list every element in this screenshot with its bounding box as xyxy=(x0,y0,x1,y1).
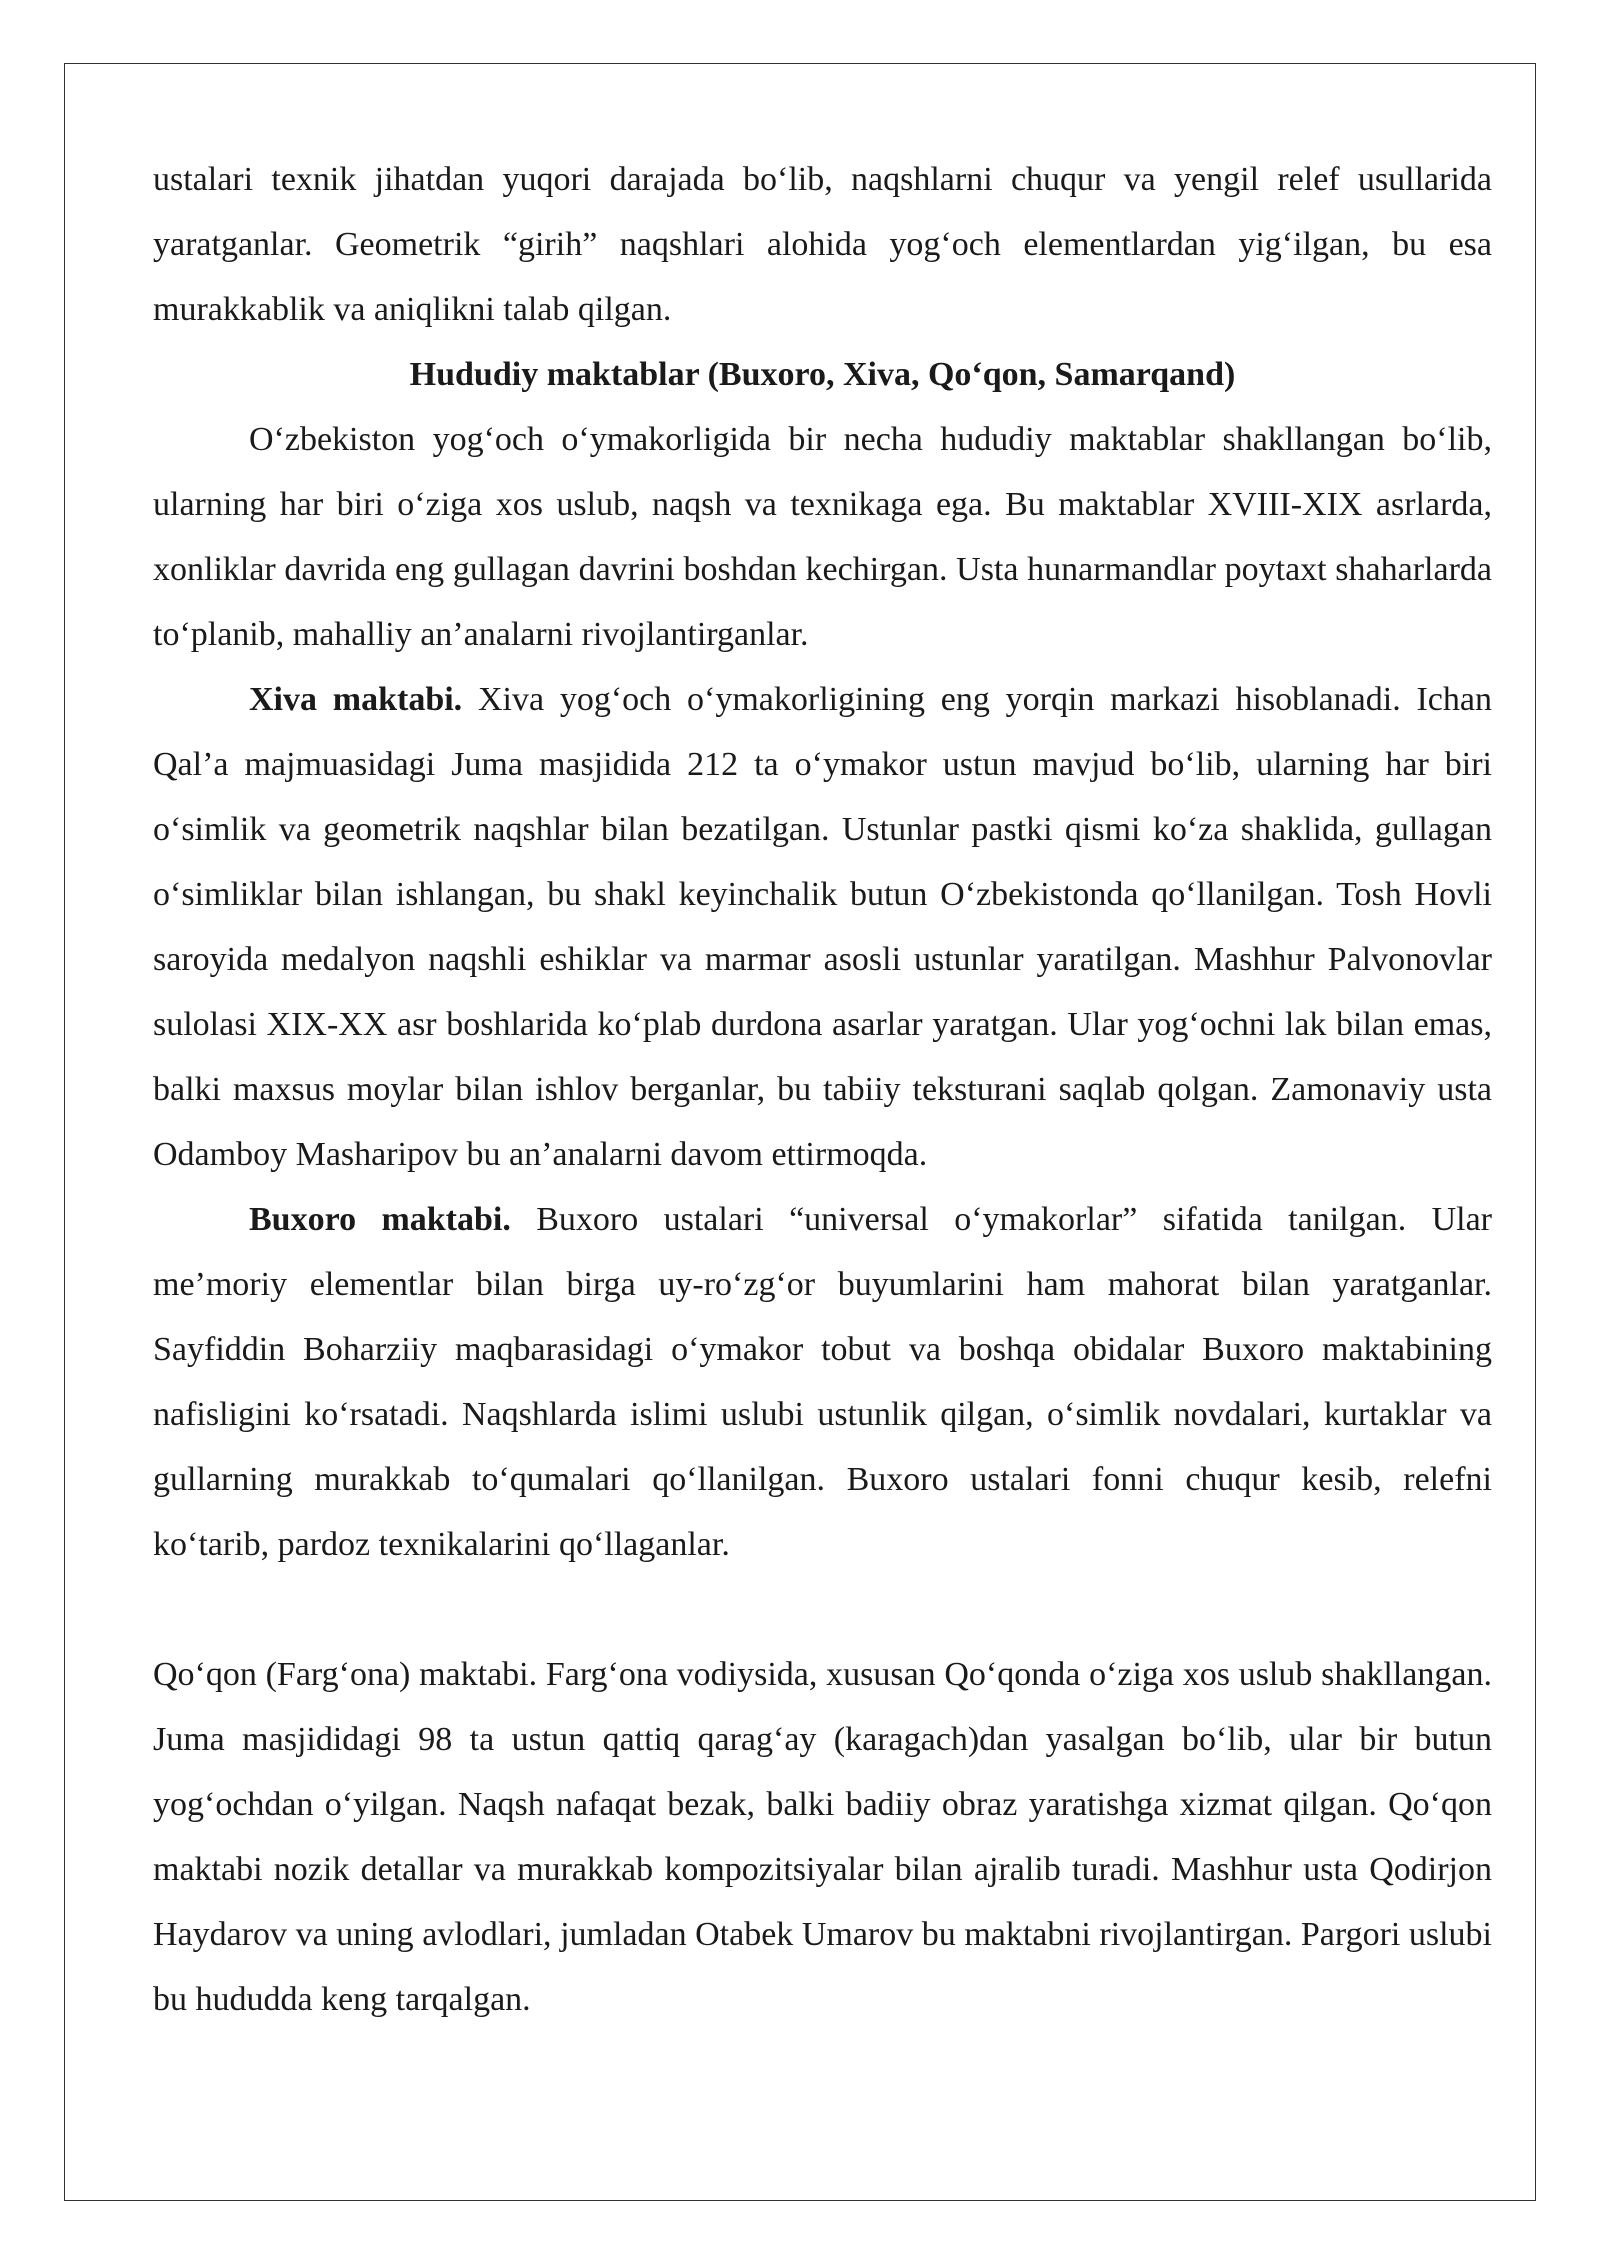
paragraph-xiva-school xyxy=(153,667,1492,1187)
paragraph-qoqon-school: Qo‘qon (Farg‘ona) maktabi. Farg‘ona vodiysida, xususan Qo‘qonda o‘ziga xos uslub shakllangan. Juma masjididagi 98 ta ustun qattiq qarag‘ay (karagach)dan yasalgan bo‘lib, ular bir butun yog‘ochdan o‘yilgan. Naqsh nafaqat bezak, balki badiiy obraz yaratishga xizmat qilgan. Qo‘qon maktabi nozik detallar va murakkab kompozitsiyalar bilan ajralib turadi. Mashhur usta Qodirjon Haydarov va uning avlodlari, jumladan Otabek Umarov bu maktabni rivojlantirgan. Pargori uslubi bu hududda keng tarqalgan. xyxy=(153,1656,1492,2018)
buxoro-school-text: Buxoro ustalari “universal o‘ymakorlar” sifatida tanilgan. Ular me’moriy elementlar bilan birga uy-ro‘zg‘or buyumlarini ham mahorat bilan yaratganlar. Sayfiddin Boharziiy maqbarasidagi o‘ymakor tobut va boshqa obidalar Buxoro maktabining nafisligini ko‘rsatadi. Naqshlarda islimi uslubi ustunlik qilgan, o‘simlik novdalari, kurtaklar va gullarning murakkab to‘qumalari qo‘llanilgan. Buxoro ustalari fonni chuqur kesib, relefni ko‘tarib, pardoz texnikalarini qo‘llaganlar. xyxy=(153,1201,1492,1563)
paragraph-intro: ustalari texnik jihatdan yuqori darajada bo‘lib, naqshlarni chuqur va yengil relef usullarida yaratganlar. Geometrik “girih” naqshlari alohida yog‘och elementlardan yig‘ilgan, bu esa murakkablik va aniqlikni talab qilgan. xyxy=(153,161,1492,328)
blank-line xyxy=(153,1577,1492,1642)
xiva-school-title: Xiva maktabi. xyxy=(249,681,463,718)
document-body xyxy=(153,147,1492,2032)
xiva-school-text: Xiva yog‘och o‘ymakorligining eng yorqin markazi hisoblanadi. Ichan Qal’a majmuasidagi Juma masjidida 212 ta o‘ymakor ustun mavjud bo‘lib, ularning har biri o‘simlik va geometrik naqshlar bilan bezatilgan. Ustunlar pastki qismi ko‘za shaklida, gullagan o‘simliklar bilan ishlangan, bu shakl keyinchalik butun O‘zbekistonda qo‘llanilgan. Tosh Hovli saroyida medalyon naqshli eshiklar va marmar asosli ustunlar yaratilgan. Mashhur Palvonovlar sulolasi XIX-XX asr boshlarida ko‘plab durdona asarlar yaratgan. Ular yog‘ochni lak bilan emas, balki maxsus moylar bilan ishlov berganlar, bu tabiiy teksturani saqlab qolgan. Zamonaviy usta Odamboy Masharipov bu an’analarni davom ettirmoqda. xyxy=(153,681,1492,1173)
paragraph-buxoro-school xyxy=(153,1187,1492,1577)
buxoro-school-title: Buxoro maktabi. xyxy=(249,1201,511,1238)
paragraph-regional-schools: O‘zbekiston yog‘och o‘ymakorligida bir necha hududiy maktablar shakllangan bo‘lib, ularning har biri o‘ziga xos uslub, naqsh va texnikaga ega. Bu maktablar XVIII-XIX asrlarda, xonliklar davrida eng gullagan davrini boshdan kechirgan. Usta hunarmandlar poytaxt shaharlarda to‘planib, mahalliy an’analarni rivojlantirganlar. xyxy=(153,421,1492,653)
section-heading: Hududiy maktablar (Buxoro, Xiva, Qo‘qon, Samarqand) xyxy=(409,356,1236,393)
